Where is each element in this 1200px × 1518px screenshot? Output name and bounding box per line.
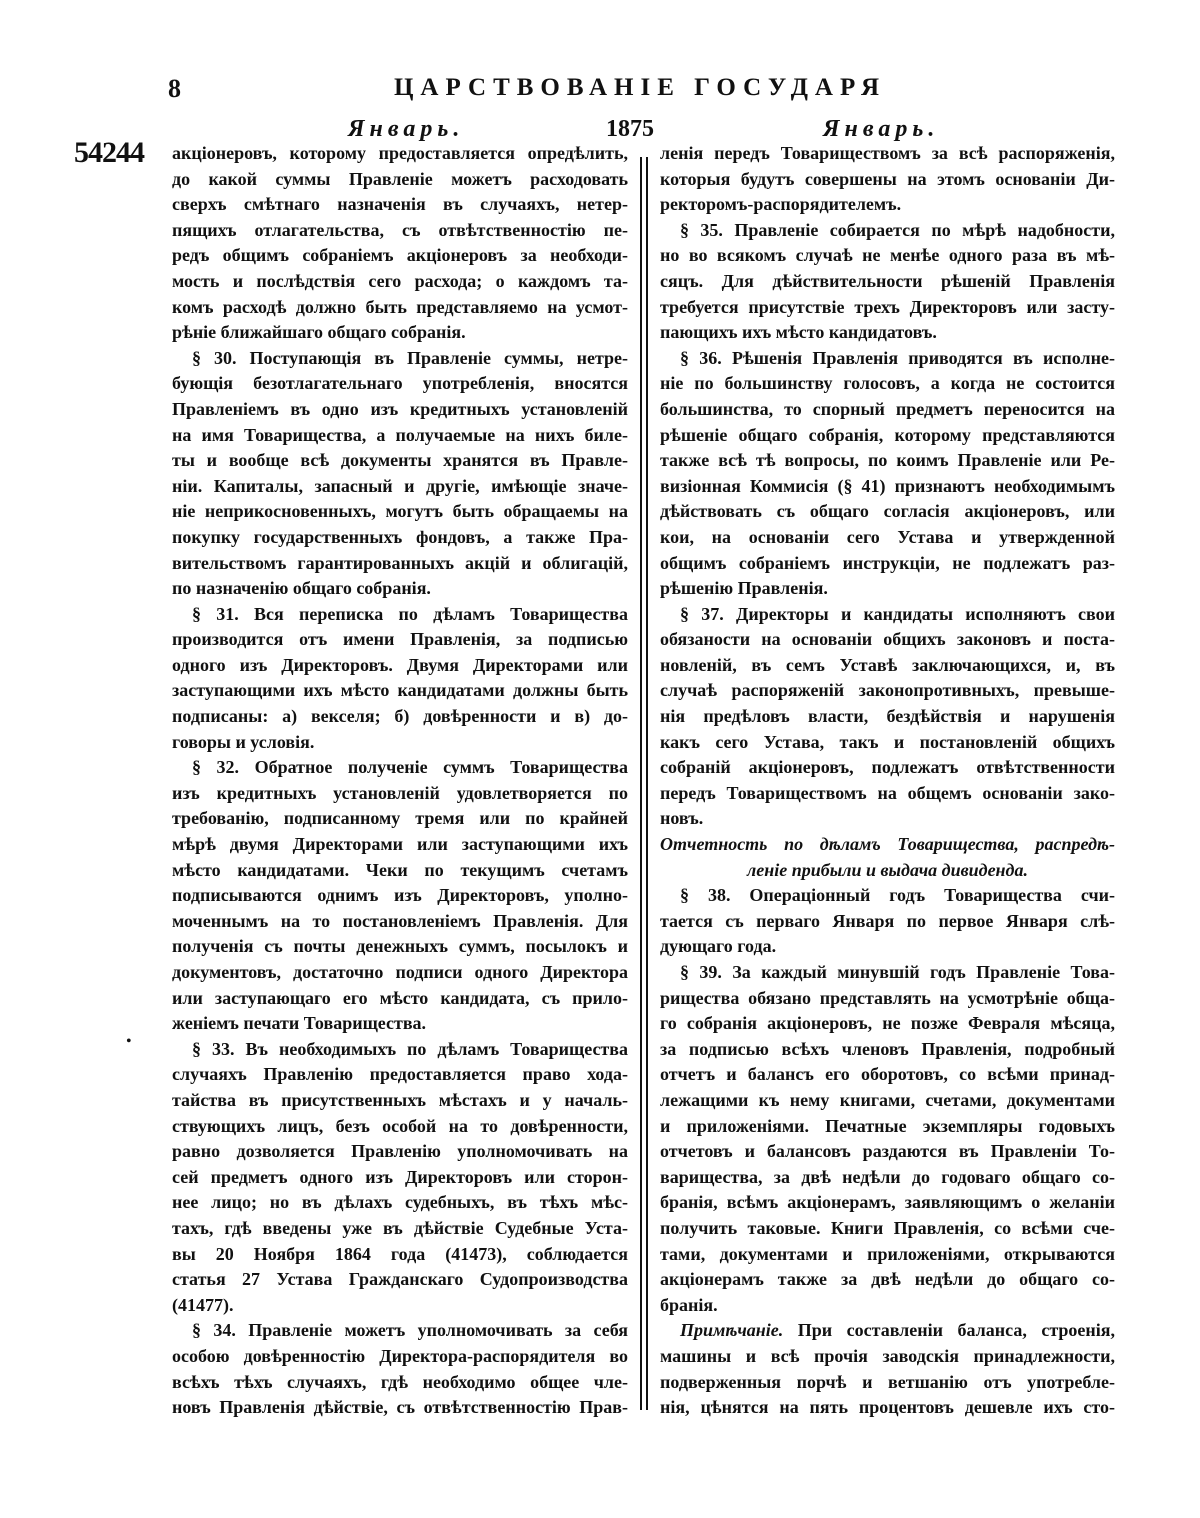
section-heading-line: леніе прибыли и выдача дивиденда. <box>747 859 1028 880</box>
text-line: варищества, за двѣ недѣли до годоваго общаго со- <box>660 1166 1115 1187</box>
text-line: женіемъ печати Товарищества. <box>172 1013 427 1034</box>
text-line: подписаны: а) векселя; б) довѣренности и в) до- <box>172 706 628 727</box>
text-line: вы 20 Ноября 1864 года (41473), соблюдается <box>172 1243 628 1264</box>
text-line: подверженныя порчѣ и ветшанію отъ употребле- <box>660 1371 1115 1392</box>
month-left: Январь. <box>348 116 465 142</box>
text-line: моченнымъ на то постановленіемъ Правленія. Для <box>172 910 628 931</box>
text-line: акціонеровъ, которому предоставляется опредѣлить, <box>172 143 628 163</box>
text-line: сверхъ смѣтнаго назначенія въ случаяхъ, нетер- <box>172 194 628 215</box>
text-line: также всѣ тѣ вопросы, по коимъ Правленіе или Ре- <box>660 450 1115 471</box>
text-line: какъ сего Устава, такъ и постановленій общихъ <box>660 731 1115 752</box>
text-line: акціонерамъ также за двѣ недѣли до общаго со- <box>660 1269 1115 1290</box>
text-line: мѣсто кандидатами. Чеки по текущимъ счетамъ <box>172 859 628 880</box>
text-line: случаѣ распоряженій законопротивныхъ, превыше- <box>660 680 1115 701</box>
text-line: § 35. Правленіе собирается по мѣрѣ надобности, <box>680 219 1115 240</box>
text-line: отчетъ и балансъ его оборотовъ, со всѣми принад- <box>660 1064 1115 1085</box>
text-line: (41477). <box>172 1294 234 1315</box>
text-line: § 36. Рѣшенія Правленія приводятся въ исполне- <box>680 347 1115 368</box>
text-line: покупку государственныхъ фондовъ, а также Пра- <box>172 526 628 547</box>
text-line: бранія, всѣмъ акціонерамъ, заявляющимъ о желаніи <box>660 1192 1115 1213</box>
text-line: получить таковые. Книги Правленія, со всѣми сче- <box>660 1217 1115 1238</box>
text-line: которыя будутъ совершены на этомъ основаніи Ди- <box>660 168 1115 189</box>
text-line: нее лицо; но въ дѣлахъ судебныхъ, въ тѣхъ мѣс- <box>172 1192 628 1213</box>
column-divider <box>640 157 648 1410</box>
text-line: § 34. Правленіе можетъ уполномочивать за себя <box>192 1320 628 1341</box>
text-line: рѣшенію Правленія. <box>660 578 828 599</box>
text-line: сяцъ. Для дѣйствительности рѣшеній Правленія <box>660 270 1115 291</box>
text-line-rest: При составленіи баланса, строенія, <box>783 1320 1115 1341</box>
text-line: пящихъ отлагательства, съ отвѣтственностію пе- <box>172 219 628 240</box>
page-number: 8 <box>168 74 181 103</box>
text-line: тайства въ присутственныхъ мѣстахъ и у началь- <box>172 1089 628 1110</box>
text-line: машины и всѣ прочія заводскія принадлежности, <box>660 1345 1115 1366</box>
text-line: мѣрѣ двумя Директорами или заступающими ихъ <box>172 834 628 855</box>
text-line: § 39. За каждый минувшій годъ Правленіе Това- <box>680 962 1115 982</box>
note-label: Примѣчаніе. <box>680 1320 784 1341</box>
text-line: ствующихъ лицъ, безъ особой на то довѣренности, <box>172 1115 628 1136</box>
text-line: ленія передъ Товариществомъ за всѣ распоряженія, <box>660 143 1115 163</box>
text-line: и приложеніями. Печатные экземпляры годовыхъ <box>660 1115 1115 1136</box>
text-line: общимъ собраніемъ инструкціи, не подлежатъ раз- <box>660 552 1115 573</box>
text-line: ніе по большинству голосовъ, а когда не состоится <box>660 373 1115 394</box>
text-line: по назначенію общаго собранія. <box>172 578 431 599</box>
section-heading-line: Отчетность по дѣламъ Товарищества, распредѣ- <box>660 834 1115 855</box>
text-line: собраній акціонеровъ, подлежатъ отвѣтственности <box>660 757 1115 778</box>
text-line: сей предметъ одного изъ Директоровъ или сторон- <box>172 1166 628 1187</box>
year: 1875 <box>606 116 654 142</box>
text-line: за подписью всѣхъ членовъ Правленія, подробный <box>660 1038 1115 1059</box>
text-line: нія, цѣнятся на пять процентовъ дешевле ихъ сто- <box>660 1397 1115 1418</box>
running-title: ЦАРСТВОВАНІЕ ГОСУДАРЯ <box>393 74 887 101</box>
text-line: равно дозволяется Правленію уполномочивать на <box>172 1141 628 1162</box>
text-line: тахъ, гдѣ введены уже въ дѣйствіе Судебные Уста- <box>172 1217 628 1238</box>
margin-bullet-mark: • <box>126 1033 132 1050</box>
text-line: дующаго года. <box>660 936 777 957</box>
text-line: тами, документами и приложеніями, открываются <box>660 1243 1115 1264</box>
month-right: Январь. <box>823 116 940 142</box>
text-line: новленій, въ семъ Уставѣ заключающихся, и, въ <box>660 654 1115 675</box>
text-line: говоры и условія. <box>172 731 315 752</box>
text-line: рѣніе ближайшаго общаго собранія. <box>172 322 466 343</box>
text-line: вительствомъ гарантированныхъ акцій и облигацій, <box>172 552 628 573</box>
text-line: тается съ перваго Января по первое Января слѣ- <box>660 910 1115 931</box>
text-line: всѣхъ тѣхъ случаяхъ, гдѣ необходимо общее чле- <box>172 1371 628 1392</box>
text-line: обязаности на основаніи общихъ законовъ и поста- <box>660 629 1115 650</box>
text-line: особою довѣренностію Директора-распорядителя во <box>172 1345 628 1366</box>
text-line: полученія съ почты денежныхъ суммъ, посылокъ и <box>172 936 628 957</box>
text-line: ты и вообще всѣ документы хранятся въ Правле- <box>172 450 628 471</box>
text-line: подписываются однимъ изъ Директоровъ, уполно- <box>172 885 628 906</box>
text-line: производится отъ имени Правленія, за подписью <box>172 629 628 650</box>
text-line: изъ кредитныхъ установленій удовлетворяется по <box>172 782 628 803</box>
text-line: дѣйствовать съ общаго согласія акціонеровъ, или <box>660 501 1115 522</box>
text-line: большинства, то спорный предметъ переносится на <box>660 398 1115 419</box>
text-line: но во всякомъ случаѣ не менѣе одного раза въ мѣ- <box>660 245 1115 266</box>
text-line: ніи. Капиталы, запасный и другіе, имѣющіе значе- <box>172 475 628 496</box>
text-line: редъ общимъ собраніемъ акціонеровъ за необходи- <box>172 245 628 266</box>
text-line <box>660 1318 1115 1344</box>
text-line: Правленіемъ въ одно изъ кредитныхъ установленій <box>172 398 628 419</box>
text-line: или заступающаго его мѣсто кандидата, съ прило- <box>172 987 628 1008</box>
text-line: § 37. Директоры и кандидаты исполняютъ свои <box>680 603 1115 624</box>
text-line: пающихъ ихъ мѣсто кандидатовъ. <box>660 322 937 343</box>
text-line: требованію, подписанному тремя или по крайней <box>172 808 628 829</box>
text-line: ректоромъ-распорядителемъ. <box>660 194 902 215</box>
text-line: § 32. Обратное полученіе суммъ Товарищества <box>192 757 628 778</box>
text-line: кои, на основаніи сего Устава и утвержденной <box>660 526 1115 547</box>
text-line: новъ Правленія дѣйствіе, съ отвѣтственностію Прав- <box>172 1397 628 1418</box>
left-column <box>172 141 628 1421</box>
text-line: мость и послѣдствія сего расхода; о каждомъ та- <box>172 270 628 291</box>
text-line: отчетовъ и балансовъ раздаются въ Правленіи То- <box>660 1141 1115 1162</box>
text-line: бующія безотлагательнаго употребленія, вносятся <box>172 373 628 394</box>
text-line: случаяхъ Правленію предоставляется право хода- <box>172 1064 628 1085</box>
text-line: одного изъ Директоровъ. Двумя Директорами или <box>172 654 628 675</box>
text-line: до какой суммы Правленіе можетъ расходовать <box>172 168 628 189</box>
text-line: § 33. Въ необходимыхъ по дѣламъ Товарищества <box>192 1038 628 1059</box>
text-line: новъ. <box>660 808 704 829</box>
text-line: бранія. <box>660 1294 718 1315</box>
text-line: требуется присутствіе трехъ Директоровъ или засту- <box>660 296 1115 317</box>
margin-act-number: 54244 <box>74 136 144 169</box>
text-line: § 30. Поступающія въ Правленіе суммы, нетре- <box>192 347 628 368</box>
text-line: документовъ, достаточно подписи одного Директора <box>172 962 628 982</box>
text-line: статья 27 Устава Гражданскаго Судопроизводства <box>172 1269 628 1290</box>
text-line: § 31. Вся переписка по дѣламъ Товарищества <box>192 603 628 624</box>
text-line: лежащими къ нему книгами, счетами, документами <box>660 1089 1115 1110</box>
text-line: ніе неприкосновенныхъ, могутъ быть обращаемы на <box>172 501 628 522</box>
text-line: на имя Товарищества, а получаемые на нихъ биле- <box>172 424 628 445</box>
text-line: передъ Товариществомъ на общемъ основаніи зако- <box>660 782 1115 803</box>
text-line: заступающими ихъ мѣсто кандидатами должны быть <box>172 680 628 701</box>
text-line: го собранія акціонеровъ, не позже Февраля мѣсяца, <box>660 1013 1115 1034</box>
right-column <box>660 141 1115 1421</box>
text-line: § 38. Операціонный годъ Товарищества счи- <box>680 885 1115 906</box>
text-line: рищества обязано представлять на усмотрѣніе обща- <box>660 987 1115 1008</box>
text-line: комъ расходѣ должно быть представляемо на усмот- <box>172 296 628 317</box>
text-line: нія предѣловъ власти, бездѣйствія и нарушенія <box>660 706 1115 727</box>
text-line: визіонная Коммисія (§ 41) признаютъ необходимымъ <box>660 475 1115 496</box>
text-line: рѣшеніе общаго собранія, которому представляются <box>660 424 1115 445</box>
